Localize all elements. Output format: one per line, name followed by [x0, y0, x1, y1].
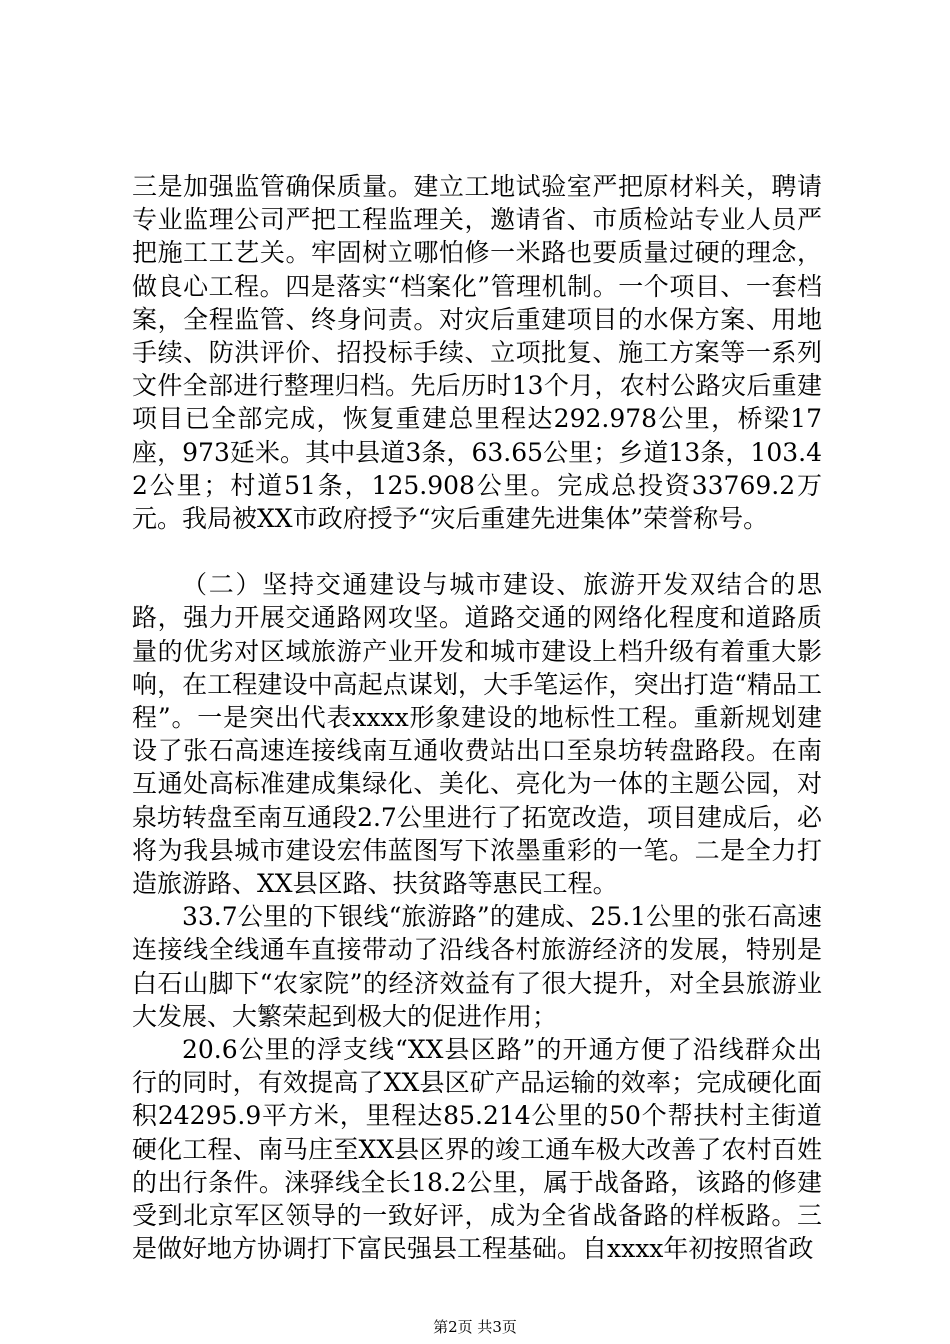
document-body [132, 170, 822, 1266]
paragraph-section-two: （二）坚持交通建设与城市建设、旅游开发双结合的思路，强力开展交通路网攻坚。道路交通的网络化程度和道路质量的优劣对区域旅游产业开发和城市建设上档升级有着重大影响，在工程建设中高起点谋划，大手笔运作，突出打造“精品工程”。一是突出代表xxxx形象建设的地标性工程。重新规划建设了张石高速连接线南互通收费站出口至泉坊转盘路段。在南互通处高标准建成集绿化、美化、亮化为一体的主题公园，对泉坊转盘至南互通段2.7公里进行了拓宽改造，项目建成后，必将为我县城市建设宏伟蓝图写下浓墨重彩的一笔。二是全力打造旅游路、XX县区路、扶贫路等惠民工程。 [132, 570, 822, 899]
paragraph-county-road: 20.6公里的浮支线“XX县区路”的开通方便了沿线群众出行的同时，有效提高了XX县区矿产品运输的效率；完成硬化面积24295.9平方米，里程达85.214公里的50个帮扶村主街道硬化工程、南马庄至XX县区界的竣工通车极大改善了农村百姓的出行条件。涞驿线全长18.2公里，属于战备路，该路的修建受到北京军区领导的一致好评，成为全省战备路的样板路。三是做好地方协调打下富民强县工程基础。自xxxx年初按照省政 [132, 1035, 822, 1264]
paragraph-quality-supervision: 三是加强监管确保质量。建立工地试验室严把原材料关，聘请专业监理公司严把工程监理关，邀请省、市质检站专业人员严把施工工艺关。牢固树立哪怕修一米路也要质量过硬的理念，做良心工程。四是落实“档案化”管理机制。一个项目、一套档案，全程监管、终身问责。对灾后重建项目的水保方案、用地手续、防洪评价、招投标手续、立项批复、施工方案等一系列文件全部进行整理归档。先后历时13个月，农村公路灾后重建项目已全部完成，恢复重建总里程达292.978公里，桥梁17座，973延米。其中县道3条，63.65公里；乡道13条，103.42公里；村道51条，125.908公里。完成总投资33769.2万元。我局被XX市政府授予“灾后重建先进集体”荣誉称号。 [132, 172, 822, 534]
paragraph-tourism-road: 33.7公里的下银线“旅游路”的建成、25.1公里的张石高速连接线全线通车直接带动了沿线各村旅游经济的发展，特别是白石山脚下“农家院”的经济效益有了很大提升，对全县旅游业大发展、大繁荣起到极大的促进作用； [132, 902, 822, 1031]
paragraph-gap [132, 535, 822, 568]
page-footer: 第2页 共3页 [433, 1318, 517, 1336]
